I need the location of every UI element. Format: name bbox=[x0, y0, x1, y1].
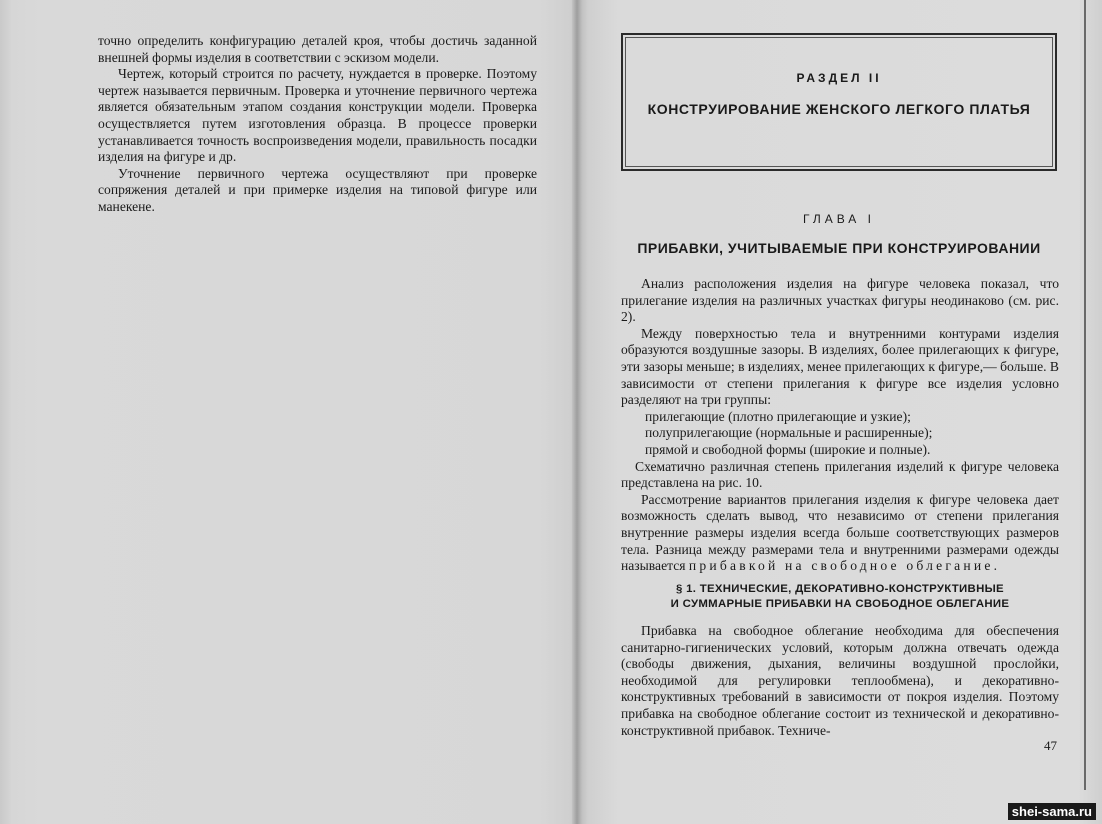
chapter-body bbox=[621, 276, 1059, 575]
section-label: РАЗДЕЛ II bbox=[796, 71, 882, 85]
defined-term: прибавкой на свободное облегание bbox=[688, 558, 994, 574]
left-paragraph-2: Чертеж, который строится по расчету, нуждается в проверке. Поэтому чертеж называется первичным. Проверка и уточнение первичного чертежа является обязательным этапом создания конструкции модели. Проверка осуществляется путем изготовления образца. В процессе проверки устанавливается точность воспроизведения модели, правильность посадки изделия на фигуре и др. bbox=[98, 66, 537, 165]
body-paragraph-1: Анализ расположения изделия на фигуре человека показал, что прилегание изделия на различных участках фигуры неодинаково (см. рис. 2). bbox=[621, 276, 1059, 325]
paragraph-heading-line-1: § 1. ТЕХНИЧЕСКИЕ, ДЕКОРАТИВНО-КОНСТРУКТИВНЫЕ bbox=[676, 583, 1004, 595]
body-paragraph-3: Схематично различная степень прилегания изделий к фигуре человека представлена на рис. 10. bbox=[621, 458, 1059, 491]
paragraph-body bbox=[621, 623, 1059, 739]
chapter-label: ГЛАВА I bbox=[803, 212, 875, 226]
left-paragraph-3: Уточнение первичного чертежа осуществляют при проверке сопряжения деталей и при примерке изделия на типовой фигуре или манекене. bbox=[98, 165, 537, 214]
book-gutter bbox=[572, 0, 582, 824]
section-title: КОНСТРУИРОВАНИЕ ЖЕНСКОГО ЛЕГКОГО ПЛАТЬЯ bbox=[647, 101, 1031, 117]
body-paragraph-2: Между поверхностью тела и внутренними контурами изделия образуются воздушные зазоры. В изделиях, более прилегающих к фигуре, эти зазоры меньше; в изделиях, менее прилегающих к фигуре,— больше. В зависимости от степени прилегания к фигуре все изделия условно разделяют на три группы: bbox=[621, 325, 1059, 408]
page-number: 47 bbox=[1044, 738, 1057, 753]
list-item-1: прилегающие (плотно прилегающие и узкие); bbox=[645, 408, 911, 424]
paragraph-heading bbox=[621, 582, 1059, 612]
watermark: shei-sama.ru bbox=[1008, 803, 1096, 820]
chapter-title: ПРИБАВКИ, УЧИТЫВАЕМЫЕ ПРИ КОНСТРУИРОВАНИИ bbox=[637, 240, 1041, 256]
paragraph-heading-line-2: И СУММАРНЫЕ ПРИБАВКИ НА СВОБОДНОЕ ОБЛЕГАНИЕ bbox=[670, 598, 1010, 610]
list-item-2: полуприлегающие (нормальные и расширенные); bbox=[645, 425, 933, 441]
left-paragraph-1: точно определить конфигурацию деталей кроя, чтобы достичь заданной внешней формы изделия в соответствии с эскизом модели. bbox=[98, 33, 537, 65]
left-page-text bbox=[98, 33, 537, 216]
list-item-3: прямой и свободной формы (широкие и полные). bbox=[645, 441, 931, 457]
page-edge bbox=[1084, 0, 1086, 790]
paragraph-4-end: . bbox=[993, 558, 997, 574]
body-paragraph-5: Прибавка на свободное облегание необходима для обеспечения санитарно-гигиенических условий, которым должна отвечать одежда (свободы движения, дыхания, величины воздушной прослойки, необходимой для регулировки теплообмена), и декоративно-конструктивных требований в зависимости от покроя изделия. Поэтому прибавка на свободное облегание состоит из технической и декоративно-конструктивной прибавок. Техниче- bbox=[621, 623, 1059, 738]
section-frame bbox=[621, 33, 1057, 171]
body-paragraph-4 bbox=[621, 492, 1059, 575]
paragraph-4-start: Рассмотрение вариантов прилегания изделия к фигуре человека дает возможность сделать вывод, что независимо от степени прилегания внутренние размеры изделия всегда больше соответствующих размеров тела. Разница между размерами тела и внутренними размерами одежды называется bbox=[621, 491, 1059, 574]
